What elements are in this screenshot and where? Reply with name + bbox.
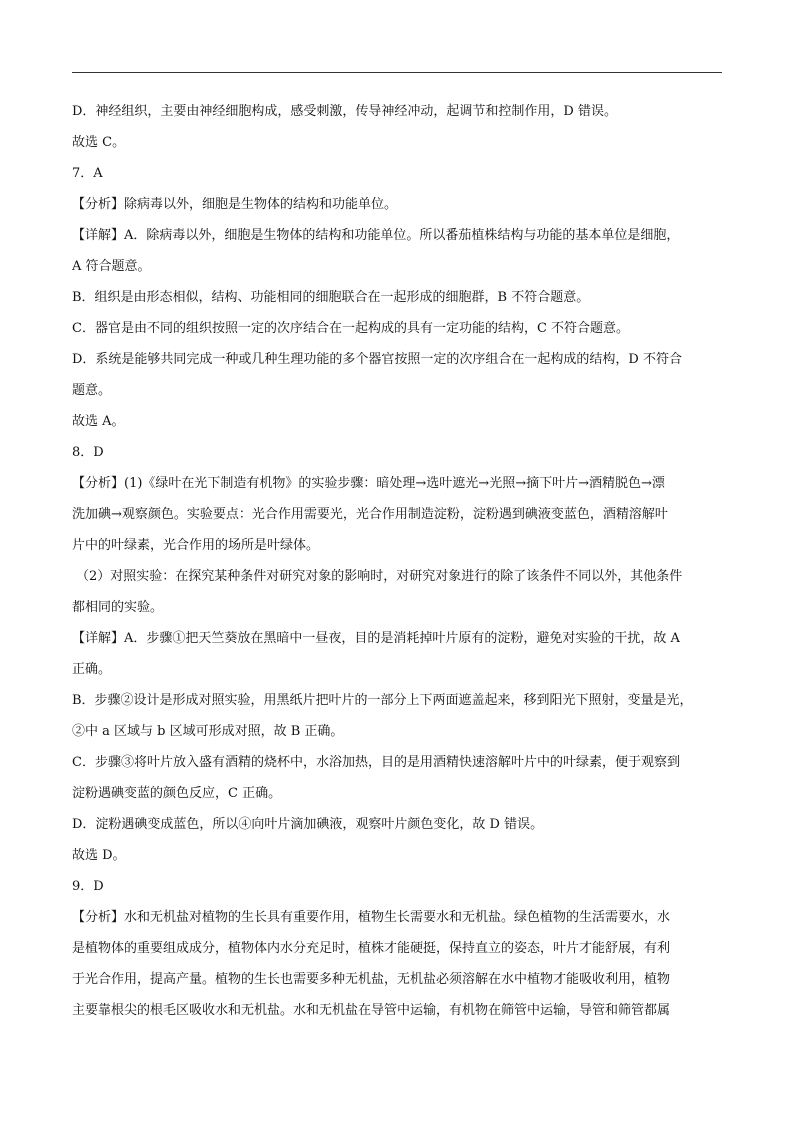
text-line: （2）对照实验：在探究某种条件对研究对象的影响时，对研究对象进行的除了该条件不同以外，其他条件 (76, 569, 683, 584)
text-line: 于光合作用，提高产量。植物的生长也需要多种无机盐，无机盐必须溶解在水中植物才能吸收利用，植物 (72, 972, 671, 987)
text-line: 都相同的实验。 (72, 600, 164, 615)
text-line: 淀粉遇碘变蓝的颜色反应，C 正确。 (72, 786, 282, 801)
text-line: 洗加碘→观察颜色。实验要点：光合作用需要光，光合作用制造淀粉，淀粉遇到碘液变蓝色，酒精溶解叶 (72, 507, 668, 522)
text-line: 故选 D。 (72, 848, 126, 863)
answer-heading: 7．A (72, 166, 103, 181)
text-line: B．组织是由形态相似，结构、功能相同的细胞联合在一起形成的细胞群，B 不符合题意。 (72, 290, 590, 305)
text-line: A 符合题意。 (72, 259, 151, 274)
text-line: 【分析】除病毒以外，细胞是生物体的结构和功能单位。 (72, 197, 398, 212)
text-line: D．系统是能够共同完成一种或几种生理功能的多个器官按照一定的次序组合在一起构成的结构，D 不符合 (72, 352, 682, 367)
text-line: 故选 C。 (72, 135, 126, 150)
text-line: C．步骤③将叶片放入盛有酒精的烧杯中，水浴加热，目的是用酒精快速溶解叶片中的叶绿素，便于观察到 (72, 755, 680, 770)
document-body (72, 96, 722, 1026)
text-line: B．步骤②设计是形成对照实验，用黑纸片把叶片的一部分上下两面遮盖起来，移到阳光下照射，变量是光， (72, 693, 693, 708)
text-line: D．淀粉遇碘变成蓝色，所以④向叶片滴加碘液，观察叶片颜色变化，故 D 错误。 (72, 817, 544, 832)
answer-heading: 9．D (72, 879, 104, 894)
text-line: C．器官是由不同的组织按照一定的次序结合在一起构成的具有一定功能的结构，C 不符合题意。 (72, 321, 630, 336)
text-line: 是植物体的重要组成成分，植物体内水分充足时，植株才能硬挺，保持直立的姿态，叶片才能舒展，有利 (72, 941, 671, 956)
header-rule (72, 72, 722, 73)
answer-heading: 8．D (72, 445, 104, 460)
text-line: 【详解】A．步骤①把天竺葵放在黑暗中一昼夜，目的是消耗掉叶片原有的淀粉，避免对实验的干扰，故 A (72, 631, 680, 646)
text-line: 故选 A。 (72, 414, 125, 429)
text-line: 主要靠根尖的根毛区吸收水和无机盐。水和无机盐在导管中运输，有机物在筛管中运输，导管和筛管都属 (72, 1003, 671, 1018)
text-line: ②中 a 区域与 b 区域可形成对照，故 B 正确。 (72, 724, 344, 739)
text-line: D．神经组织，主要由神经细胞构成，感受刺激，传导神经冲动，起调节和控制作用，D 错误。 (72, 104, 617, 119)
text-line: 正确。 (72, 662, 112, 677)
text-line: 【分析】(1)《绿叶在光下制造有机物》的实验步骤：暗处理→选叶遮光→光照→摘下叶片→酒精脱色→漂 (72, 476, 665, 491)
text-line: 【分析】水和无机盐对植物的生长具有重要作用，植物生长需要水和无机盐。绿色植物的生活需要水，水 (72, 910, 671, 925)
text-line: 【详解】A．除病毒以外，细胞是生物体的结构和功能单位。所以番茄植株结构与功能的基本单位是细胞， (72, 228, 680, 243)
text-line: 题意。 (72, 383, 112, 398)
text-line: 片中的叶绿素，光合作用的场所是叶绿体。 (72, 538, 320, 553)
